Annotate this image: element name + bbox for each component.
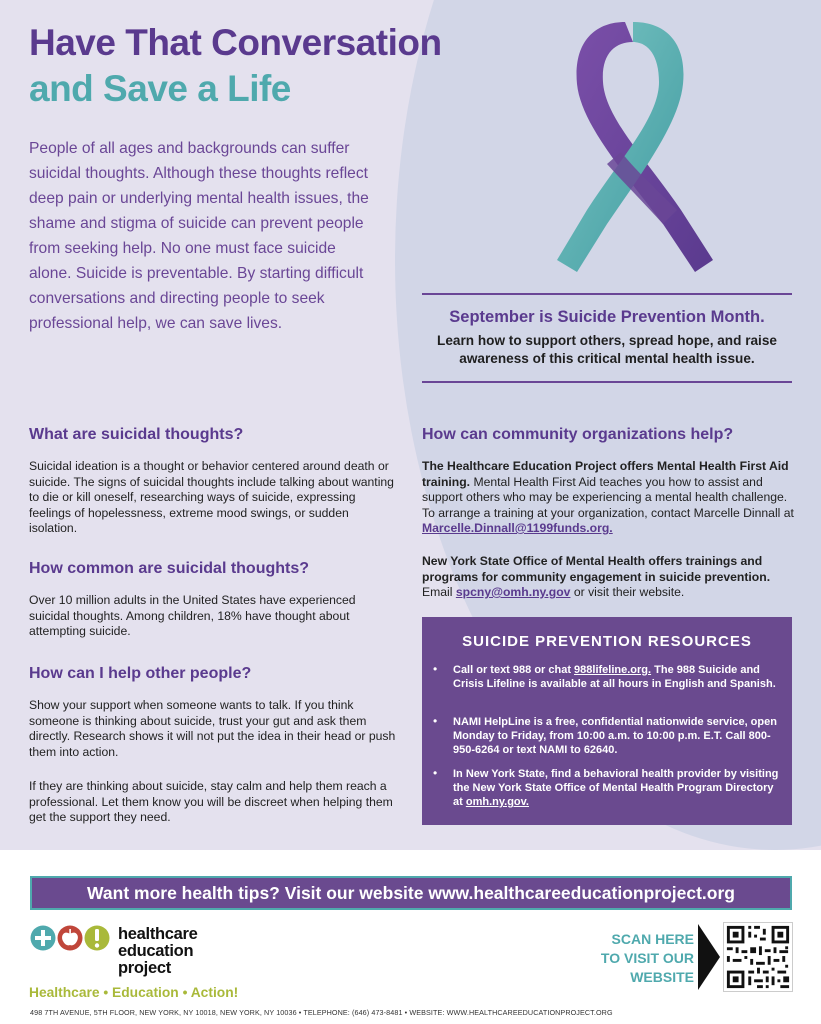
resource-988-text: Call or text 988 or chat (453, 664, 575, 676)
heading-how-common: How common are suicidal thoughts? (29, 560, 310, 577)
tagline: Healthcare • Education • Action! (29, 985, 239, 1000)
hep-bold-text: The Healthcare Education Project offers Mental Health First Aid training. (422, 459, 789, 489)
september-text: Learn how to support others, spread hope, and raise awareness of this critical mental health issue. (437, 333, 777, 366)
september-title: September is Suicide Prevention Month. (449, 308, 765, 326)
resources-title: SUICIDE PREVENTION RESOURCES (462, 633, 752, 650)
body-nys-omh (422, 554, 794, 601)
divider-top (422, 293, 792, 295)
heading-community-organizations: How can community organizations help? (422, 426, 734, 443)
resources-box (422, 617, 792, 825)
footer-address: 498 7TH AVENUE, 5TH FLOOR, NEW YORK, NY 10018, NEW YORK, NY 10036 • TELEPHONE: (646) 473-8481 • WEBSITE: WWW.HEALTHCAREEDUCATIONPROJECT.ORG (30, 1008, 613, 1017)
omh-link[interactable]: omh.ny.gov. (465, 796, 529, 808)
resource-988-tail: The 988 Suicide and Crisis Lifeline is available at all hours in English and Spanish. (453, 664, 776, 690)
resource-nys-text: In New York State, find a behavioral health provider by visiting the New York State Office of Mental Health Program Directory at (453, 768, 779, 808)
scan-here-text (588, 930, 694, 987)
title-line2: and Save a Life (29, 68, 291, 109)
hep-text: Mental Health First Aid teaches you how to assist and support others who may be experiencing a mental health challenge. To arrange a training at your organization, contact Marcelle Dinnall at (422, 474, 794, 520)
scan-line1: SCAN HERE (611, 931, 694, 947)
logo-icons (30, 924, 112, 952)
bullet-icon: • (433, 766, 438, 780)
intro-paragraph: People of all ages and backgrounds can suffer suicidal thoughts. Although these thoughts reflect deep pain or underlying mental health issues, the shame and stigma of suicide can prevent people from seeking help. No one must face suicide alone. Suicide is preventable. By starting difficult conversations and directing people to seek professional help, we can save lives. (29, 140, 369, 332)
plus-circle-icon (31, 926, 56, 951)
resource-item-nys (453, 767, 783, 809)
logo-line2: education (118, 942, 194, 960)
body-what-are-suicidal-thoughts: Suicidal ideation is a thought or behavior centered around death or suicide. The signs of suicidal thoughts include talking about wanting to die or kill oneself, researching ways of suicide, expressing feelings of hopelessness, extreme mood swings, or sudden isolation. (29, 459, 394, 535)
arrow-right-icon (698, 924, 720, 990)
website-banner[interactable]: Want more health tips? Visit our website www.healthcareeducationproject.org (30, 876, 792, 910)
resource-item-nami: NAMI HelpLine is a free, confidential nationwide service, open Monday to Friday, from 10:00 a.m. to 10:00 p.m. E.T. Call 800-950-6264 or text NAMI to 62640. (453, 716, 777, 756)
scan-line3: WEBSITE (630, 969, 694, 985)
ribbon-icon (555, 14, 715, 276)
scan-line2: TO VISIT OUR (600, 950, 694, 966)
body-healthcare-education-project (422, 459, 794, 537)
logo-line3: project (118, 959, 171, 977)
title-line1: Have That Conversation (29, 22, 442, 63)
body-how-can-i-help: Show your support when someone wants to talk. If you think someone is thinking about suicide, trust your gut and ask them directly. Research shows it will not put the idea in their head or push them into action. (29, 698, 396, 759)
divider-bottom (422, 381, 792, 383)
omh-text: Email (422, 585, 456, 599)
988lifeline-link[interactable]: 988lifeline.org. (574, 664, 652, 676)
exclamation-circle-icon (85, 926, 110, 951)
bullet-icon: • (433, 662, 438, 676)
bullet-icon: • (433, 714, 438, 728)
body-how-common: Over 10 million adults in the United States have experienced suicidal thoughts. Among children, 18% have thought about attempting suicide. (29, 593, 356, 638)
omh-tail-text: or visit their website. (570, 585, 685, 599)
logo-wordmark (118, 926, 198, 977)
spcny-email-link[interactable]: spcny@omh.ny.gov (455, 585, 571, 599)
apple-circle-icon (58, 926, 83, 951)
body-how-can-i-help-2: If they are thinking about suicide, stay calm and help them reach a professional. Let them know you will be discreet when helping them get the support they need. (29, 779, 393, 824)
logo-line1: healthcare (118, 925, 198, 943)
heading-what-are-suicidal-thoughts: What are suicidal thoughts? (29, 426, 244, 443)
qr-code-icon[interactable] (723, 922, 793, 992)
marcelle-email-link[interactable]: Marcelle.Dinnall@1199funds.org. (422, 521, 613, 535)
resource-item-988 (453, 663, 783, 691)
omh-bold-text: New York State Office of Mental Health offers trainings and programs for community engagement in suicide prevention. (422, 554, 771, 584)
heading-how-can-i-help: How can I help other people? (29, 665, 252, 682)
